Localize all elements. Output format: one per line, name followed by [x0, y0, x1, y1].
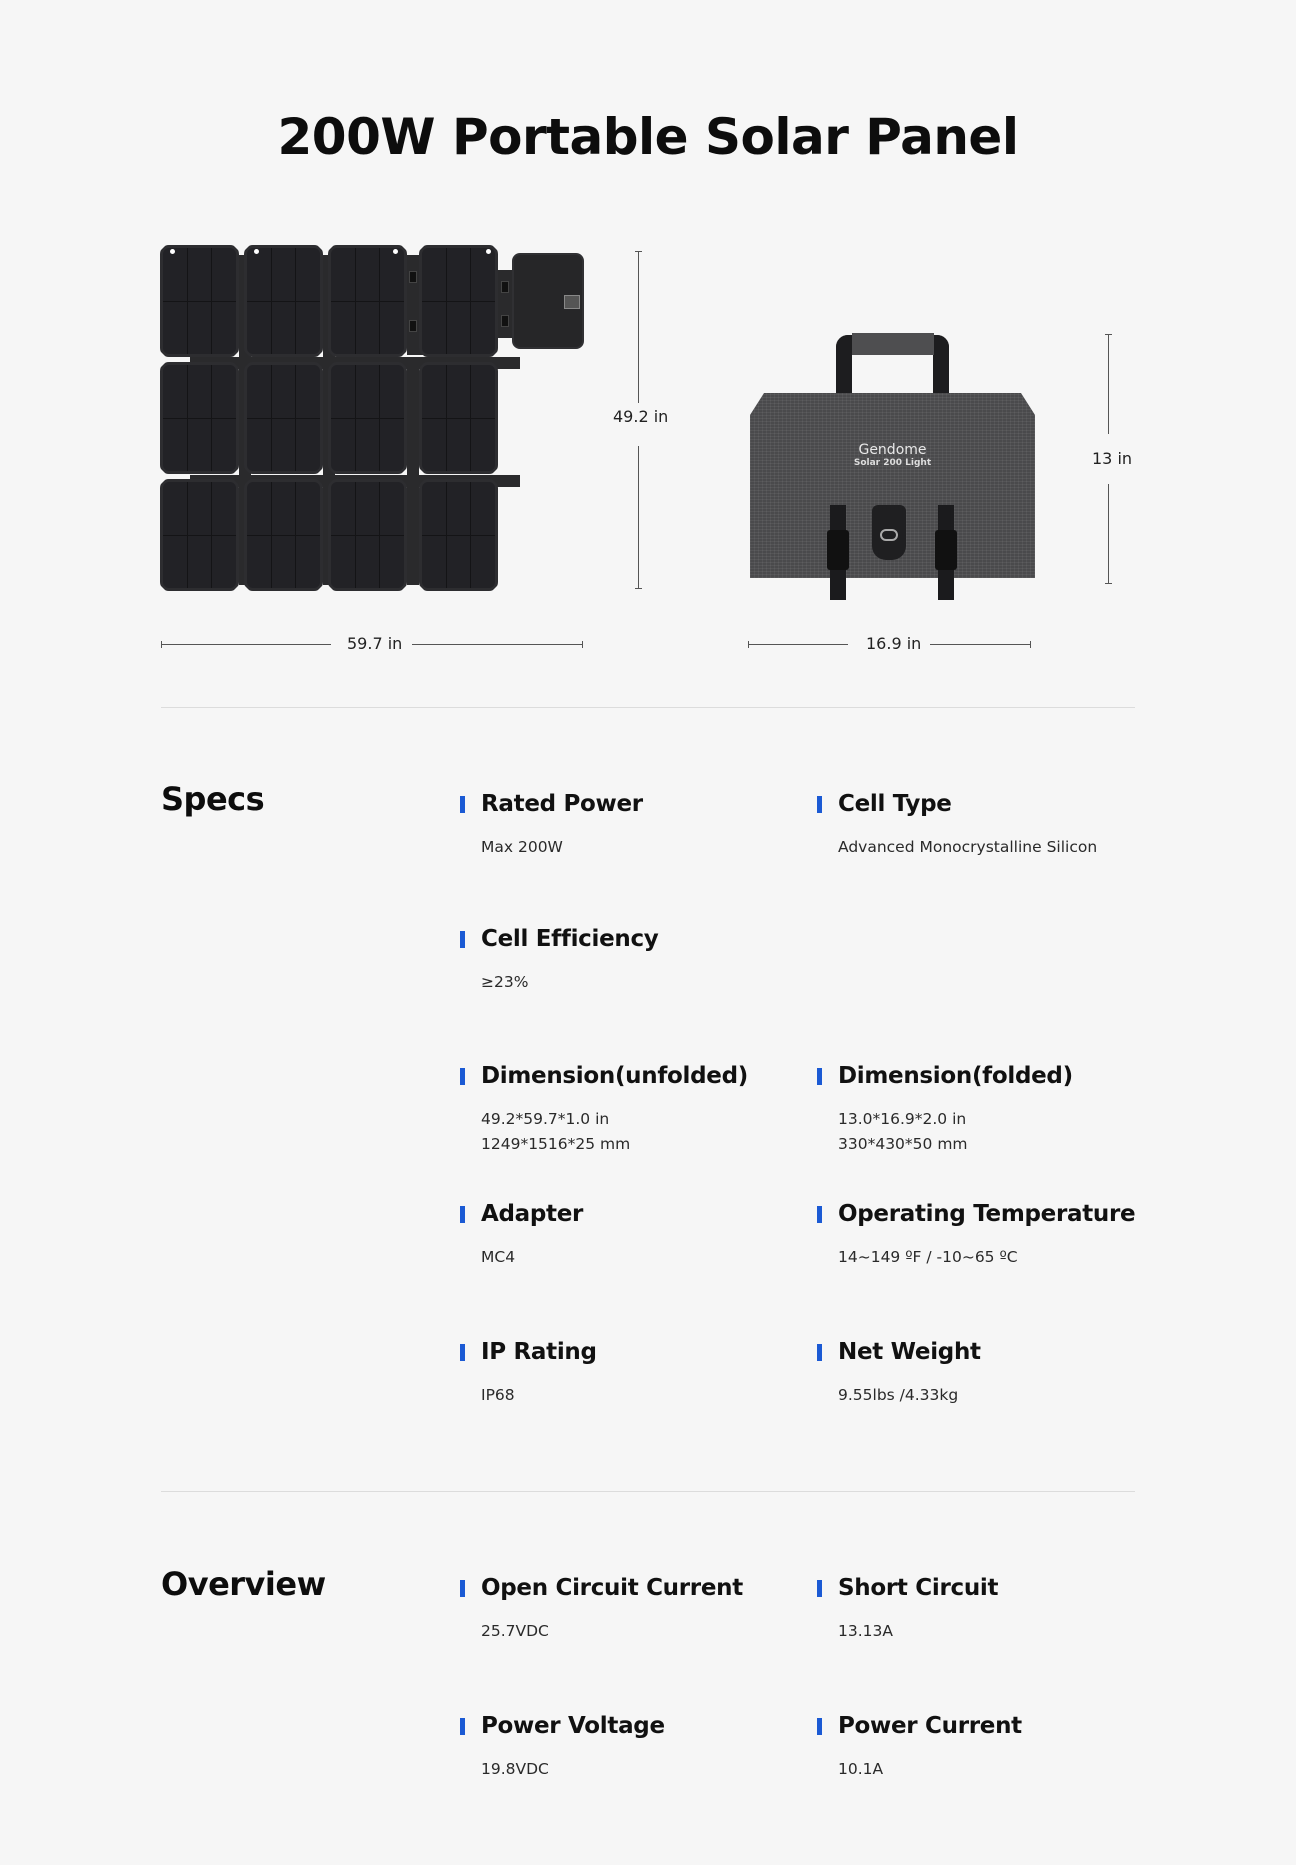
section-divider [161, 707, 1135, 708]
junction-box [512, 253, 584, 349]
accent-bar [817, 1068, 822, 1085]
accent-bar [460, 1580, 465, 1597]
height-dimension-line [638, 251, 639, 403]
accent-bar [460, 1068, 465, 1085]
connector-icon [564, 295, 580, 309]
solar-cell [328, 245, 407, 357]
bag-model: Solar 200 Light [853, 458, 932, 468]
specs-heading: Specs [161, 780, 265, 818]
solar-cell [244, 362, 323, 474]
solar-cell [328, 479, 407, 591]
folded-width-label: 16.9 in [866, 634, 922, 653]
solar-cell [160, 479, 239, 591]
folded-height-line [1108, 334, 1109, 434]
page-title: 200W Portable Solar Panel [277, 108, 1019, 166]
solar-cell [419, 479, 498, 591]
controller-module [872, 505, 906, 560]
solar-cell [160, 362, 239, 474]
unfolded-panel-image [160, 245, 590, 595]
accent-bar [817, 796, 822, 813]
accent-bar [817, 1580, 822, 1597]
folded-bag-image [745, 335, 1040, 615]
accent-bar [460, 1206, 465, 1223]
accent-bar [460, 796, 465, 813]
controller-icon [880, 529, 898, 541]
folded-width-line [748, 644, 848, 645]
accent-bar [817, 1718, 822, 1735]
accent-bar [460, 931, 465, 948]
section-divider [161, 1491, 1135, 1492]
accent-bar [460, 1718, 465, 1735]
solar-cell [244, 245, 323, 357]
folded-height-label: 13 in [1092, 449, 1133, 468]
solar-cell [419, 362, 498, 474]
width-dimension-line [161, 644, 331, 645]
solar-cell [244, 479, 323, 591]
accent-bar [817, 1206, 822, 1223]
solar-cell [419, 245, 498, 357]
overview-heading: Overview [161, 1565, 326, 1603]
solar-cell [328, 362, 407, 474]
unfolded-width-label: 59.7 in [347, 634, 403, 653]
bag-brand: Gendome [858, 442, 927, 458]
accent-bar [817, 1344, 822, 1361]
solar-cell [160, 245, 239, 357]
accent-bar [460, 1344, 465, 1361]
unfolded-height-label: 49.2 in [613, 407, 669, 426]
